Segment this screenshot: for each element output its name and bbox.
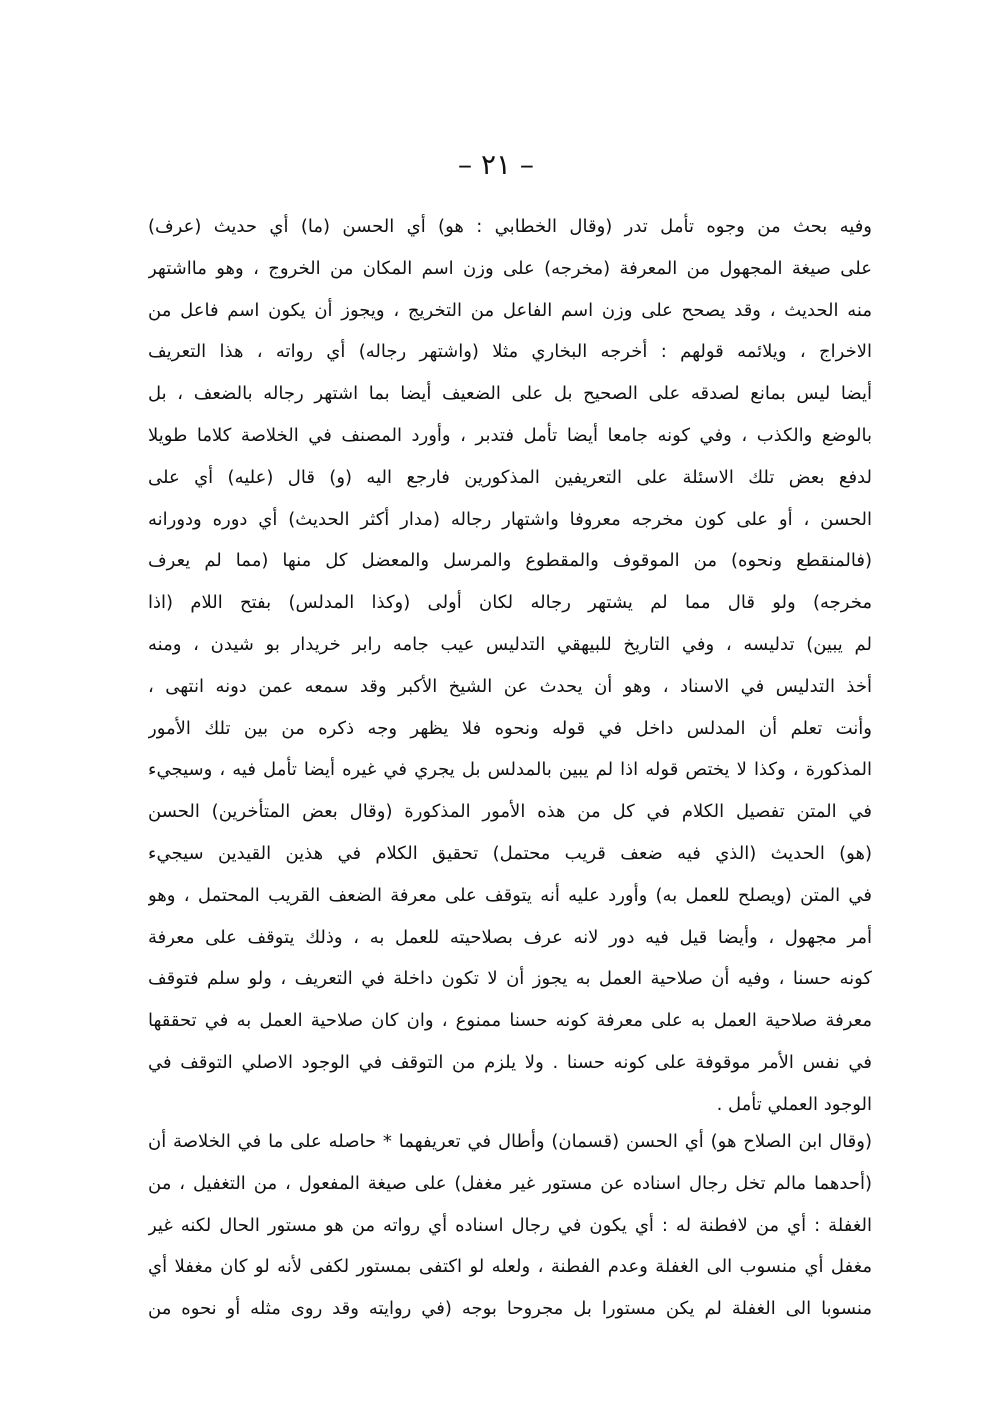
text-line: الاخراج ، ويلائمه قولهم : أخرجه البخاري مثلا (واشتهر رجاله) أي رواته ، هذا التعريف — [148, 341, 872, 363]
text-line: كونه حسنا ، وفيه أن صلاحية العمل به يجوز أن لا تكون داخلة في التعريف ، ولو سلم فتوقف — [148, 968, 872, 990]
text-line: المذكورة ، وكذا لا يختص قوله اذا لم يبين بالمدلس بل يجري في غيره أيضا تأمل فيه ، وسيجيء — [148, 759, 872, 781]
text-line: وفيه بحث من وجوه تأمل تدر (وقال الخطابي : هو) أي الحسن (ما) أي حديث (عرف) — [148, 216, 872, 237]
text-line: مخرجه) ولو قال مما لم يشتهر رجاله لكان أولى (وكذا المدلس) بفتح اللام (اذا — [148, 592, 872, 614]
text-line: (فالمنقطع ونحوه) من الموقوف والمقطوع والمرسل والمعضل كل منها (مما لم يعرف — [148, 550, 872, 572]
text-line: لم يبين) تدليسه ، وفي التاريخ للبيهقي التدليس عيب جامه رابر خريدار بو شيدن ، ومنه — [148, 633, 872, 655]
text-line: بالوضع والكذب ، وفي كونه جامعا أيضا تأمل فتدبر ، وأورد المصنف في الخلاصة كلاما طويلا — [148, 424, 872, 446]
text-line: أمر مجهول ، وأيضا قيل فيه دور لانه عرف بصلاحيته للعمل به ، وذلك يتوقف على معرفة — [148, 926, 872, 948]
paragraph-ibn-salah — [148, 1121, 872, 1330]
text-line: في نفس الأمر موقوفة على كونه حسنا . ولا يلزم من التوقف في الوجود الاصلي التوقف في — [148, 1051, 872, 1073]
text-line: الحسن ، أو على كون مخرجه معروفا واشتهار رجاله (مدار أكثر الحديث) أي دوره ودورانه — [148, 508, 872, 530]
text-line: وأنت تعلم أن المدلس داخل في قوله ونحوه فلا يظهر وجه ذكره من بين تلك الأمور — [148, 717, 872, 739]
text-line: في المتن (ويصلح للعمل به) وأورد عليه أنه يتوقف على معرفة الضعف القريب المحتمل ، وهو — [148, 884, 872, 906]
text-line: الوجود العملي تأمل . — [716, 1093, 872, 1115]
text-line: منسوبا الى الغفلة لم يكن مستورا بل مجروحا بوجه (في روايته وقد روى مثله أو نحوه من — [148, 1298, 872, 1320]
text-line: مغفل أي منسوب الى الغفلة وعدم الفطنة ، ولعله لو اكتفى بمستور لكفى لأنه لو كان مغفلا أي — [148, 1256, 872, 1278]
text-line: أخذ التدليس في الاسناد ، وهو أن يحدث عن الشيخ الأكبر وقد سمعه عمن دونه انتهى ، — [148, 675, 872, 697]
text-line: في المتن تفصيل الكلام في كل من هذه الأمور المذكورة (وقال بعض المتأخرين) الحسن — [148, 801, 872, 823]
paragraph-main — [148, 206, 872, 1126]
text-line: (هو) الحديث (الذي فيه ضعف قريب محتمل) تحقيق الكلام في هذين القيدين سيجيء — [148, 842, 872, 864]
text-line: أيضا ليس بمانع لصدقه على الصحيح بل على الضعيف أيضا بما اشتهر رجاله بالضعف ، بل — [148, 383, 872, 405]
text-line: الغفلة : أي من لافطنة له : أي يكون في رجال اسناده أي رواته من هو مستور الحال لكنه غير — [148, 1214, 872, 1236]
text-line: على صيغة المجهول من المعرفة (مخرجه) على وزن اسم المكان من الخروج ، وهو مااشتهر — [148, 257, 872, 279]
text-line: منه الحديث ، وقد يصحح على وزن اسم الفاعل من التخريج ، ويجوز أن يكون اسم فاعل من — [148, 299, 872, 321]
text-line: لدفع بعض تلك الاسئلة على التعريفين المذكورين فارجع اليه (و) قال (عليه) أي على — [148, 466, 872, 488]
text-line: معرفة صلاحية العمل به على معرفة كونه حسنا ممنوع ، وان كان صلاحية العمل به في تحققها — [148, 1010, 872, 1032]
text-line: (وقال ابن الصلاح هو) أي الحسن (قسمان) وأطال في تعريفهما * حاصله على ما في الخلاصة أن — [148, 1131, 872, 1152]
page-number: – ٢١ – — [458, 148, 534, 181]
text-line: (أحدهما مالم تخل رجال اسناده عن مستور غير مغفل) على صيغة المفعول ، من التغفيل ، من — [148, 1172, 872, 1194]
